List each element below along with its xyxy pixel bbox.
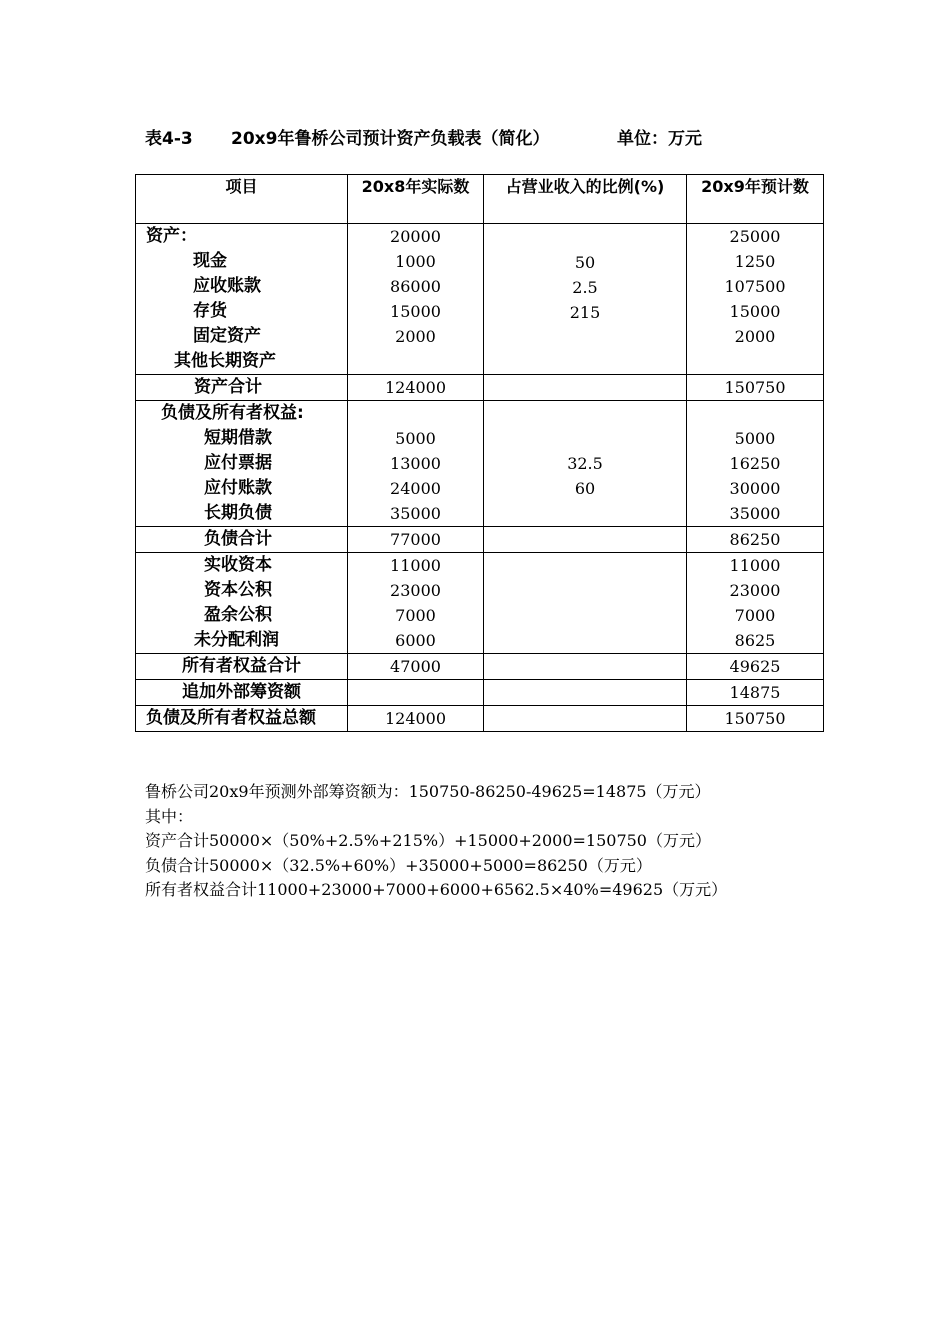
equity-total-ratio xyxy=(484,654,686,679)
liabilities-group-row xyxy=(136,401,824,527)
liabilities-ratio xyxy=(484,401,687,527)
equity-actual-value: 7000 xyxy=(395,606,436,625)
equity-actual xyxy=(348,553,484,654)
note-line: 负债合计50000×（32.5%+60%）+35000+5000=86250（万元） xyxy=(145,855,652,875)
balance-sheet-table xyxy=(135,174,824,732)
equity-actual-value: 23000 xyxy=(390,581,441,600)
asset-ratio-value: 2.5 xyxy=(572,278,598,297)
liability-ratio-value: 32.5 xyxy=(567,454,603,473)
asset-forecast-value: 1250 xyxy=(734,252,776,271)
liability-ratio-value: 60 xyxy=(574,479,596,498)
assets-total-actual: 124000 xyxy=(384,378,447,397)
liabilities-total-forecast: 86250 xyxy=(729,530,781,549)
header-row xyxy=(136,175,824,224)
asset-actual-value: 1000 xyxy=(395,252,436,271)
external-financing-label: 追加外部筹资额 xyxy=(182,682,301,702)
asset-actual-value: 2000 xyxy=(395,327,436,346)
assets-group-row xyxy=(136,224,824,375)
asset-item-label: 存货 xyxy=(193,301,227,321)
liabilities-forecast xyxy=(687,401,824,527)
liability-actual-value: 13000 xyxy=(390,454,441,473)
assets-labels xyxy=(136,224,348,375)
table-unit: 单位：万元 xyxy=(617,129,702,149)
liability-forecast-value: 16250 xyxy=(729,454,781,473)
header-item: 项目 xyxy=(136,175,348,224)
equity-item-label: 未分配利润 xyxy=(194,630,279,650)
liability-forecast-value: 35000 xyxy=(729,504,781,523)
liability-forecast-value: 5000 xyxy=(734,429,776,448)
grand-total-ratio xyxy=(484,706,686,731)
liability-item-label: 长期负债 xyxy=(204,503,272,523)
equity-item-label: 盈余公积 xyxy=(204,605,272,625)
equity-actual-value: 6000 xyxy=(395,631,436,650)
liabilities-total-label: 负债合计 xyxy=(204,529,272,549)
equity-forecast-value: 23000 xyxy=(729,581,781,600)
external-financing-ratio xyxy=(484,680,686,705)
liabilities-actual xyxy=(348,401,484,527)
assets-total-forecast: 150750 xyxy=(724,378,786,397)
table-caption xyxy=(145,124,702,149)
asset-actual-value: 20000 xyxy=(390,227,441,246)
asset-forecast-value: 15000 xyxy=(729,302,781,321)
asset-item-label: 固定资产 xyxy=(193,326,261,346)
assets-total-label: 资产合计 xyxy=(194,377,262,397)
liability-actual-value: 35000 xyxy=(390,504,441,523)
assets-total-row xyxy=(136,375,824,401)
asset-item-label: 其他长期资产 xyxy=(174,351,276,371)
table-number: 表4-3 xyxy=(145,129,193,149)
liability-item-label: 短期借款 xyxy=(204,428,272,448)
equity-forecast-value: 8625 xyxy=(734,631,776,650)
liability-actual-value: 5000 xyxy=(395,429,436,448)
external-financing-forecast: 14875 xyxy=(729,683,781,702)
asset-forecast-value: 107500 xyxy=(724,277,786,296)
assets-total-ratio xyxy=(484,375,686,400)
note-line: 其中： xyxy=(145,806,194,826)
equity-labels xyxy=(136,553,348,654)
equity-total-forecast: 49625 xyxy=(729,657,781,676)
assets-group-label: 资产： xyxy=(146,226,197,246)
equity-total-actual: 47000 xyxy=(390,657,441,676)
equity-total-row xyxy=(136,654,824,680)
header-actual: 20x8年实际数 xyxy=(348,175,484,224)
asset-forecast-value: 2000 xyxy=(734,327,776,346)
liabilities-total-actual: 77000 xyxy=(390,530,441,549)
calculation-notes xyxy=(145,780,727,903)
equity-group-row xyxy=(136,553,824,654)
asset-item-label: 应收账款 xyxy=(193,276,261,296)
liabilities-total-row xyxy=(136,527,824,553)
note-line: 资产合计50000×（50%+2.5%+215%）+15000+2000=150750（万元） xyxy=(145,831,711,850)
equity-forecast-value: 11000 xyxy=(729,556,781,575)
equity-forecast xyxy=(687,553,824,654)
header-forecast: 20x9年预计数 xyxy=(687,175,824,224)
equity-forecast-value: 7000 xyxy=(734,606,776,625)
liabilities-labels xyxy=(136,401,348,527)
note-line: 鲁桥公司20x9年预测外部筹资额为：150750-86250-49625=14875（万元） xyxy=(145,782,711,801)
asset-ratio-value: 50 xyxy=(574,253,596,272)
grand-total-label: 负债及所有者权益总额 xyxy=(146,708,316,728)
asset-item-label: 现金 xyxy=(193,251,227,271)
equity-total-label: 所有者权益合计 xyxy=(182,656,301,676)
grand-total-actual: 124000 xyxy=(384,709,447,728)
asset-forecast-value: 25000 xyxy=(729,227,781,246)
grand-total-row xyxy=(136,706,824,732)
asset-actual-value: 86000 xyxy=(390,277,441,296)
grand-total-forecast: 150750 xyxy=(724,709,786,728)
asset-actual-value: 15000 xyxy=(390,302,441,321)
liability-item-label: 应付账款 xyxy=(204,478,272,498)
external-financing-actual xyxy=(348,680,483,705)
note-line: 所有者权益合计11000+23000+7000+6000+6562.5×40%=49625（万元） xyxy=(145,880,728,899)
equity-item-label: 资本公积 xyxy=(204,580,272,600)
assets-forecast xyxy=(687,224,824,375)
liability-item-label: 应付票据 xyxy=(204,453,272,473)
external-financing-row xyxy=(136,680,824,706)
header-ratio: 占营业收入的比例(%) xyxy=(484,175,687,224)
liability-actual-value: 24000 xyxy=(390,479,441,498)
liability-ratio-value xyxy=(484,501,686,526)
equity-actual-value: 11000 xyxy=(390,556,441,575)
equity-item-label: 实收资本 xyxy=(204,555,272,575)
liability-ratio-value xyxy=(484,426,686,451)
assets-ratio xyxy=(484,224,687,375)
assets-actual xyxy=(348,224,484,375)
liability-forecast-value: 30000 xyxy=(729,479,781,498)
asset-ratio-value: 215 xyxy=(569,303,601,322)
equity-ratio xyxy=(484,553,687,654)
table-title: 20x9年鲁桥公司预计资产负载表（简化） xyxy=(231,129,550,149)
liabilities-group-label: 负债及所有者权益: xyxy=(161,403,304,423)
liabilities-total-ratio xyxy=(484,527,686,552)
